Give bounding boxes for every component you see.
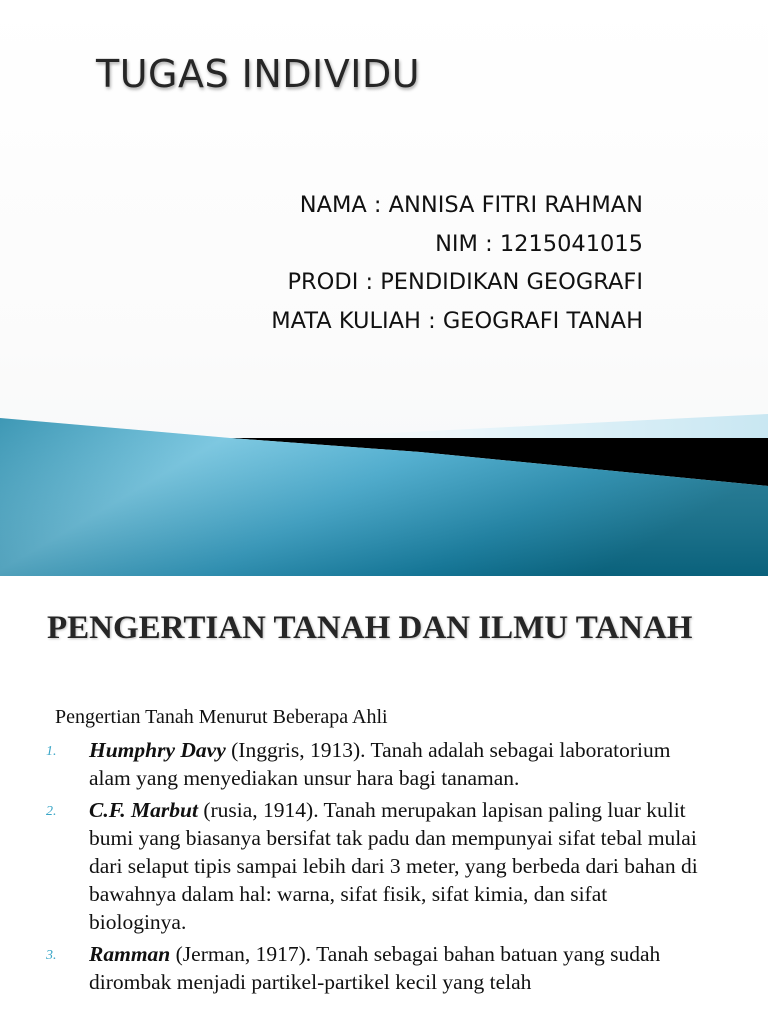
list-number: 3. — [46, 948, 57, 963]
student-id-line: NIM : 1215041015 — [435, 230, 643, 257]
student-info — [271, 186, 643, 340]
definition-text: (Inggris, 1913). Tanah adalah sebagai laboratorium alam yang menyediakan unsur hara bagi tanaman. — [89, 738, 671, 790]
list-item — [0, 796, 709, 936]
course-line: MATA KULIAH : GEOGRAFI TANAH — [271, 307, 643, 334]
decorative-wave-banner — [0, 400, 768, 576]
definition-text: (Jerman, 1917). Tanah sebagai bahan batuan yang sudah dirombak menjadi partikel-partikel kecil yang telah — [89, 942, 661, 994]
definition-text: (rusia, 1914). Tanah merupakan lapisan paling luar kulit bumi yang biasanya bersifat tak padu dan mempunyai sifat tebal mulai dari selaput tipis sampai lebih dari 3 meter, yang berbeda dari bahan di bawahnya dalam hal: warna, sifat fisik, sifat kimia, dan sifat biologinya. — [89, 798, 698, 934]
expert-name: Humphry Davy — [89, 738, 226, 762]
expert-name: C.F. Marbut — [89, 798, 198, 822]
list-item — [0, 736, 709, 792]
list-number: 1. — [46, 744, 57, 759]
definition-list — [0, 736, 768, 1000]
content-slide — [0, 576, 768, 1024]
list-item — [0, 940, 709, 996]
list-number: 2. — [46, 804, 57, 819]
light-strip-shape — [250, 414, 768, 440]
slide-title: TUGAS INDIVIDU — [96, 52, 421, 96]
expert-name: Ramman — [89, 942, 171, 966]
student-name-line: NAMA : ANNISA FITRI RAHMAN — [299, 192, 643, 218]
section-title: PENGERTIAN TANAH DAN ILMU TANAH — [47, 610, 693, 646]
section-subtitle: Pengertian Tanah Menurut Beberapa Ahli — [55, 706, 388, 728]
study-program-line: PRODI : PENDIDIKAN GEOGRAFI — [287, 269, 643, 295]
